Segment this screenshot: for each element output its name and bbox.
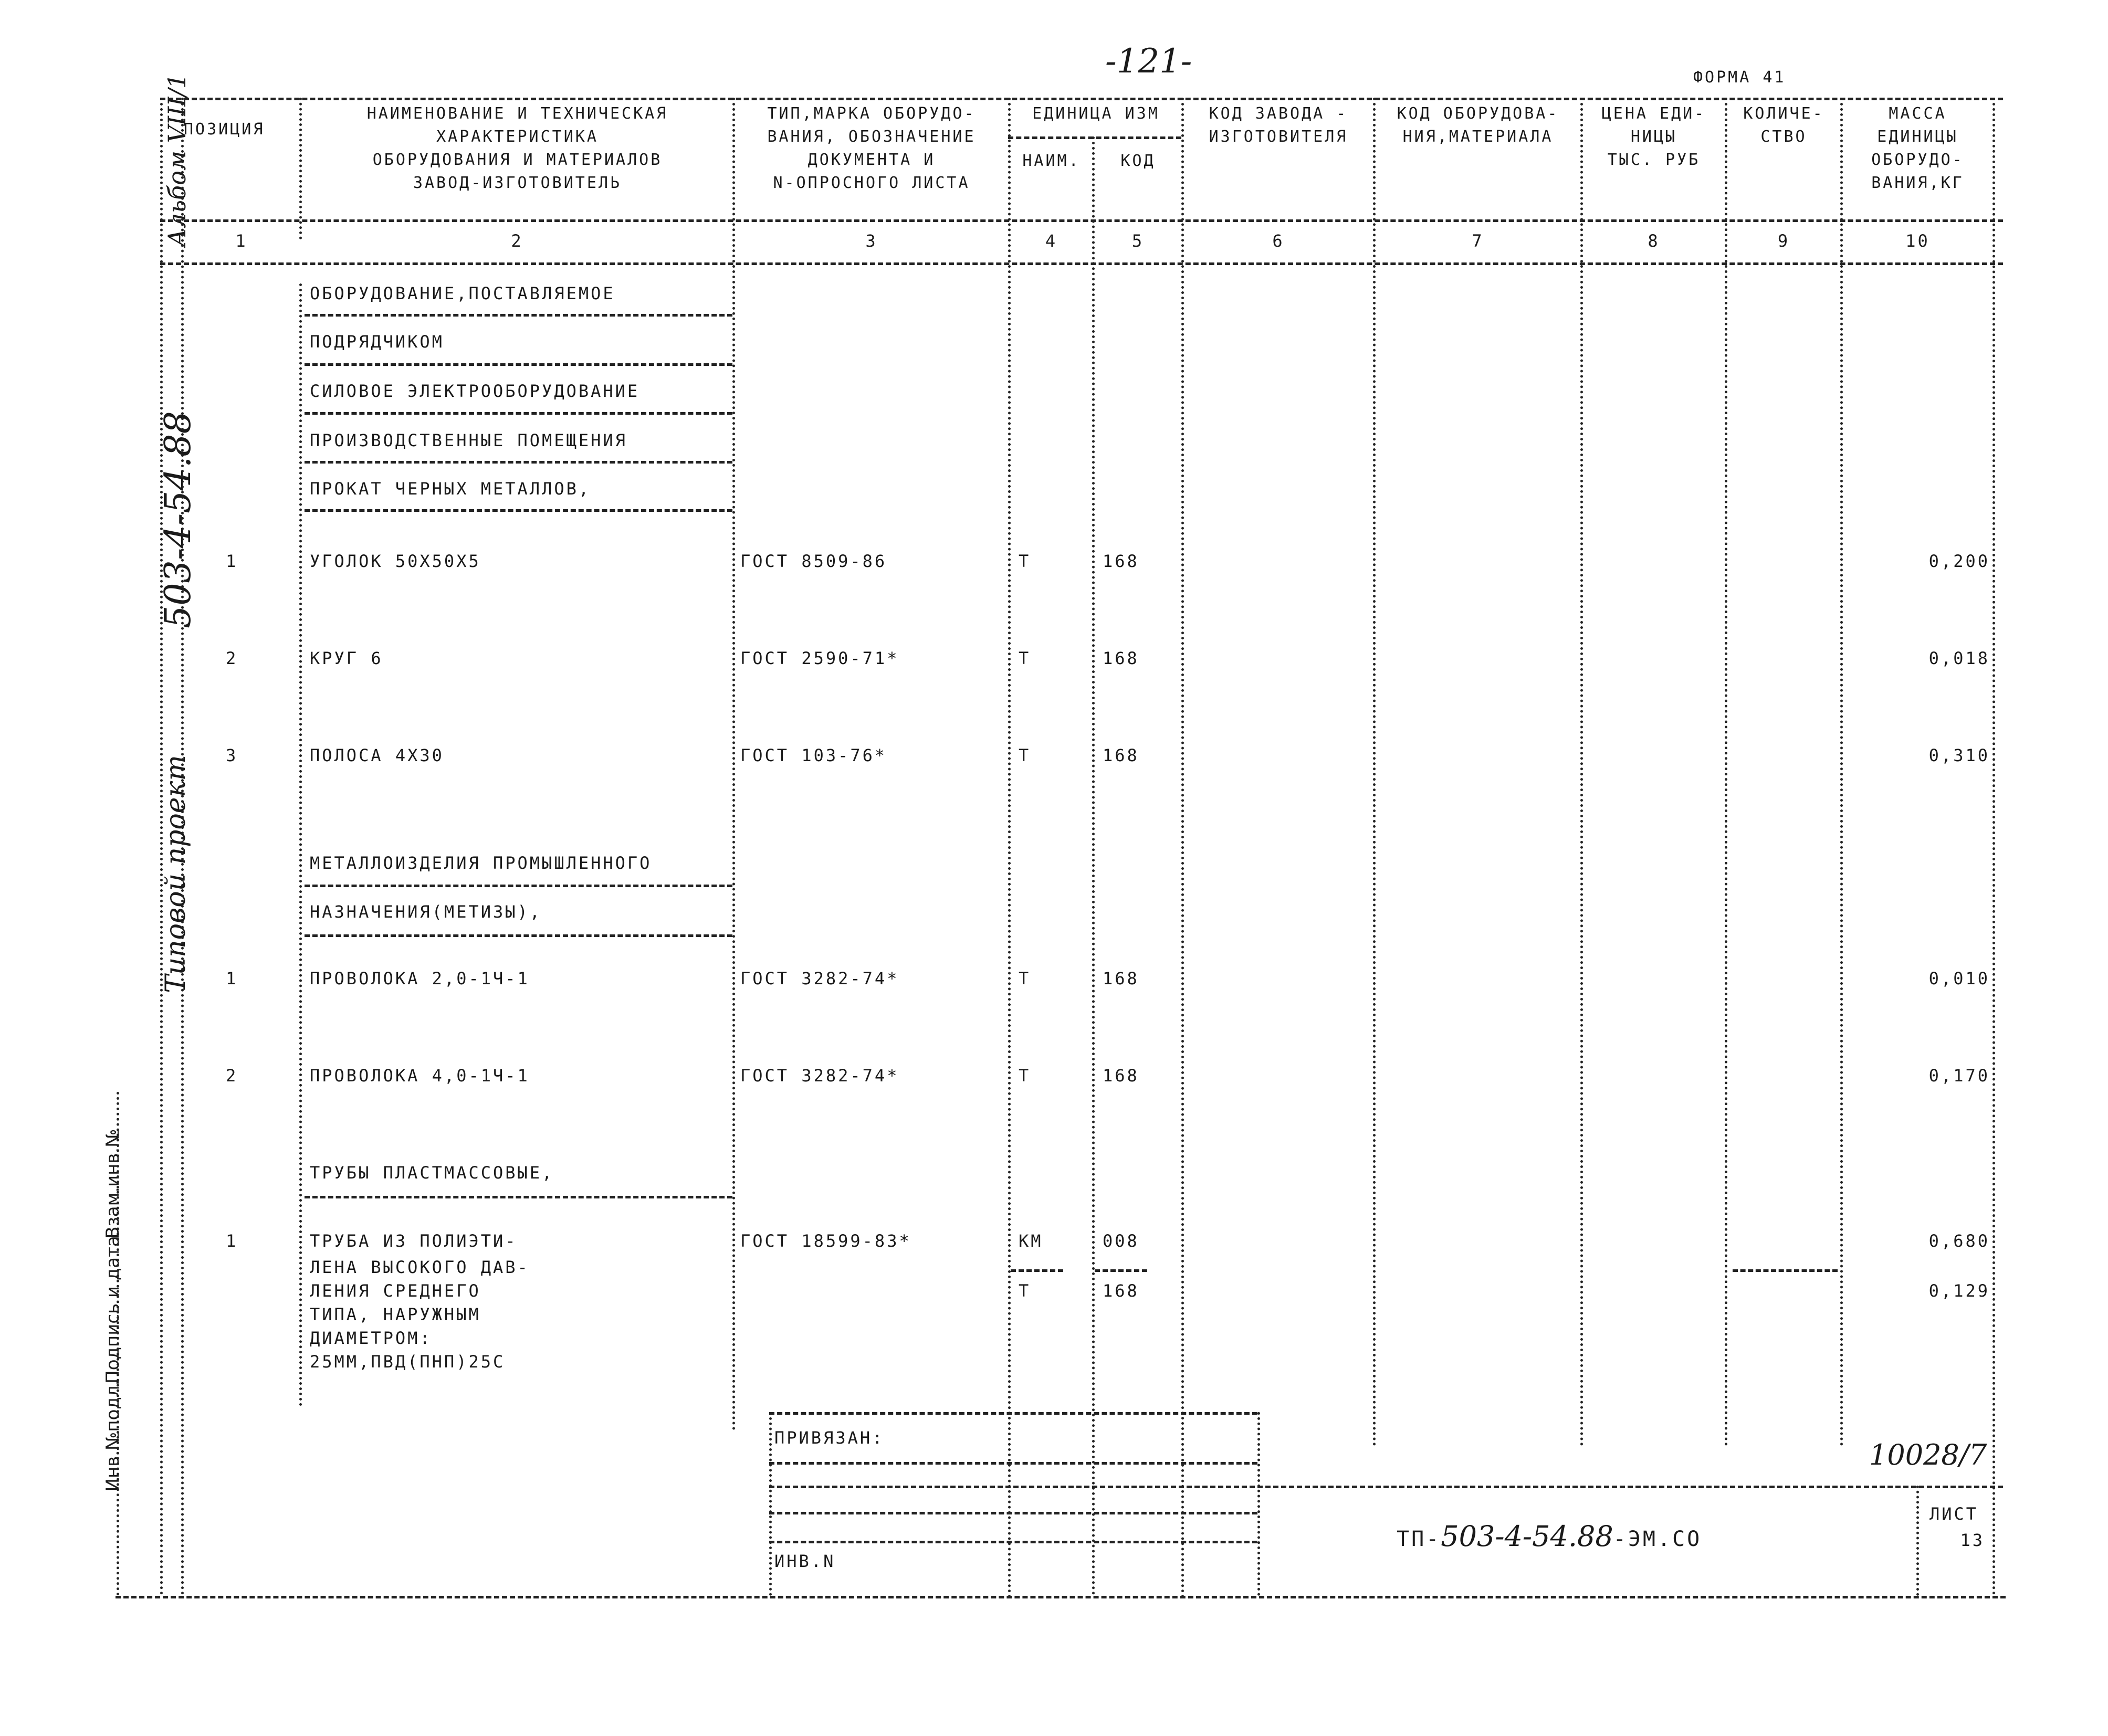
sheet-number: 13 — [1960, 1530, 1985, 1550]
col-line-1 — [299, 98, 302, 239]
row-code: 168 — [1103, 969, 1139, 988]
header-price: ЦЕНА ЕДИ- НИЦЫ ТЫС. РУБ — [1601, 104, 1706, 169]
row-doc: ГОСТ 2590-71* — [740, 648, 899, 668]
album-label: Альбом VIII/1 — [163, 73, 191, 247]
row-doc: ГОСТ 103-76* — [740, 745, 887, 765]
sheet-label: ЛИСТ — [1929, 1504, 1979, 1524]
unit-split-line — [1011, 1269, 1063, 1272]
colnum-3: 3 — [865, 231, 878, 251]
col-line-10 — [1992, 98, 1995, 1596]
col-line-6 — [1373, 98, 1376, 1447]
stamp-box-signature: Подпись и дата — [102, 1236, 123, 1384]
row-name: ОБОРУДОВАНИЕ,ПОСТАВЛЯЕМОЕ — [310, 283, 615, 303]
row-unit: Т — [1019, 648, 1031, 668]
footer-line-2 — [769, 1462, 1257, 1465]
row-name: ТРУБА ИЗ ПОЛИЭТИ- — [310, 1231, 518, 1251]
row-unit: Т — [1019, 551, 1031, 571]
stamp-box-replace: Взам.инв.№ — [102, 1129, 123, 1239]
document-code-suffix: -ЭМ.СО — [1613, 1527, 1702, 1551]
stamp-col-line-b — [160, 98, 163, 1596]
row-name: ПРОВОЛОКА 2,0-1Ч-1 — [310, 969, 530, 988]
header-name: НАИМЕНОВАНИЕ И ТЕХНИЧЕСКАЯ ХАРАКТЕРИСТИКА ОБОРУДОВАНИЯ И МАТЕРИАЛОВ ЗАВОД-ИЗГОТОВИТЕЛЬ — [366, 104, 668, 192]
col-line-8 — [1725, 98, 1727, 1447]
section-line-5 — [305, 509, 732, 512]
footer-vline-1 — [769, 1412, 772, 1596]
row-pos: 2 — [226, 1066, 238, 1086]
header-quantity: КОЛИЧЕ- СТВО — [1743, 104, 1824, 146]
stamp-box-inv: Инв.№подл. — [102, 1380, 123, 1492]
section-line-8 — [305, 1196, 732, 1198]
row-doc: ГОСТ 3282-74* — [740, 969, 899, 988]
row-pos: 1 — [226, 551, 238, 571]
section-line-6 — [305, 885, 732, 887]
colnum-7: 7 — [1472, 231, 1484, 251]
row-code: 168 — [1103, 1281, 1139, 1301]
header-unit-code: КОД — [1120, 152, 1156, 170]
row-pos: 1 — [226, 969, 238, 988]
row-name: ТИПА, НАРУЖНЫМ — [310, 1304, 481, 1324]
row-code: 168 — [1103, 551, 1139, 571]
colnum-8: 8 — [1648, 231, 1660, 251]
header-unit-group: ЕДИНИЦА ИЗМ — [1032, 104, 1160, 123]
colnum-6: 6 — [1272, 231, 1285, 251]
stamp-col-line-a — [117, 1092, 119, 1596]
colnum-4: 4 — [1045, 231, 1058, 251]
row-name: ПРОВОЛОКА 4,0-1Ч-1 — [310, 1066, 530, 1086]
row-unit: КМ — [1019, 1231, 1043, 1251]
code-split-line — [1095, 1269, 1147, 1272]
stamp-col-line-c — [181, 98, 184, 1596]
footer-line-5 — [769, 1541, 1257, 1543]
row-mass: 0,010 — [1928, 969, 1990, 988]
inv-label: ИНВ.N — [774, 1551, 836, 1571]
row-pos: 2 — [226, 648, 238, 668]
section-line-4 — [305, 461, 732, 464]
linked-label: ПРИВЯЗАН: — [774, 1428, 885, 1448]
row-name: ЛЕНИЯ СРЕДНЕГО — [310, 1281, 481, 1301]
row-mass: 0,200 — [1928, 551, 1990, 571]
section-line-1 — [305, 314, 732, 317]
row-name: ДИАМЕТРОМ: — [310, 1328, 432, 1348]
row-unit: Т — [1019, 1281, 1031, 1301]
col-line-2 — [732, 98, 735, 1431]
row-doc: ГОСТ 8509-86 — [740, 551, 887, 571]
header-unit-name: НАИМ. — [1022, 152, 1081, 170]
row-mass: 0,018 — [1928, 648, 1990, 668]
archive-number: 10028/7 — [1869, 1438, 1987, 1471]
footer-line-3 — [769, 1486, 2003, 1488]
row-unit: Т — [1019, 969, 1031, 988]
row-name: МЕТАЛЛОИЗДЕЛИЯ ПРОМЫШЛЕННОГО — [310, 853, 652, 873]
row-doc: ГОСТ 3282-74* — [740, 1066, 899, 1086]
colnum-9: 9 — [1777, 231, 1790, 251]
document-code-prefix: ТП- — [1397, 1527, 1441, 1551]
row-code: 168 — [1103, 1066, 1139, 1086]
document-code-hand: 503-4-54.88 — [1441, 1520, 1613, 1553]
col-line-7 — [1580, 98, 1583, 1447]
row-code: 168 — [1103, 648, 1139, 668]
row-pos: 1 — [226, 1231, 238, 1251]
row-name: ПОЛОСА 4Х30 — [310, 745, 444, 765]
row-code: 008 — [1103, 1231, 1139, 1251]
row-mass: 0,310 — [1928, 745, 1990, 765]
section-line-2 — [305, 363, 732, 366]
footer-vline-3 — [1916, 1486, 1919, 1596]
row-name: ЛЕНА ВЫСОКОГО ДАВ- — [310, 1257, 530, 1277]
row-name: ПРОИЗВОДСТВЕННЫЕ ПОМЕЩЕНИЯ — [310, 430, 627, 450]
col-line-5 — [1181, 98, 1184, 1599]
form-label: ФОРМА 41 — [1693, 68, 1786, 87]
header-equipment-code: КОД ОБОРУДОВА- НИЯ,МАТЕРИАЛА — [1397, 104, 1559, 146]
col-line-4 — [1092, 136, 1095, 1596]
row-name: ТРУБЫ ПЛАСТМАССОВЫЕ, — [310, 1163, 554, 1183]
row-mass: 0,170 — [1928, 1066, 1990, 1086]
row-name: ПРОКАТ ЧЕРНЫХ МЕТАЛЛОВ, — [310, 479, 591, 499]
footer-line-1 — [769, 1412, 1257, 1415]
colnum-5: 5 — [1131, 231, 1145, 251]
section-line-3 — [305, 412, 732, 415]
row-name: ПОДРЯДЧИКОМ — [310, 332, 444, 352]
document-code — [1397, 1520, 1702, 1553]
header-pos: ПОЗИЦИЯ — [184, 120, 265, 139]
header-plant-code: КОД ЗАВОДА - ИЗГОТОВИТЕЛЯ — [1209, 104, 1348, 146]
project-code: 503-4-54.88 — [158, 411, 199, 628]
mass-split-line — [1733, 1269, 1838, 1272]
page-number: -121- — [1105, 42, 1192, 81]
unit-group-line — [1008, 136, 1181, 139]
row-code: 168 — [1103, 745, 1139, 765]
row-name: 25ММ,ПВД(ПНП)25С — [310, 1352, 506, 1372]
header-mass: МАССА ЕДИНИЦЫ ОБОРУДО- ВАНИЯ,КГ — [1871, 104, 1964, 192]
row-doc: ГОСТ 18599-83* — [740, 1231, 911, 1251]
row-name: СИЛОВОЕ ЭЛЕКТРООБОРУДОВАНИЕ — [310, 381, 640, 401]
colnum-10: 10 — [1905, 231, 1930, 251]
col-line-3 — [1008, 98, 1011, 1599]
project-label: Типовой проект — [160, 755, 192, 993]
footer-vline-2 — [1257, 1412, 1260, 1596]
row-unit: Т — [1019, 745, 1031, 765]
colnum-2: 2 — [511, 231, 523, 251]
row-mass: 0,129 — [1928, 1281, 1990, 1301]
col-line-1b — [299, 283, 302, 1407]
row-pos: 3 — [226, 745, 238, 765]
footer-line-4 — [769, 1512, 1257, 1514]
row-name: НАЗНАЧЕНИЯ(МЕТИЗЫ), — [310, 902, 542, 922]
section-line-7 — [305, 934, 732, 937]
colnum-1: 1 — [235, 231, 248, 251]
header-doc: ТИП,МАРКА ОБОРУДО- ВАНИЯ, ОБОЗНАЧЕНИЕ ДОКУМЕНТА И N-ОПРОСНОГО ЛИСТА — [767, 104, 976, 192]
row-name: УГОЛОК 50Х50Х5 — [310, 551, 481, 571]
row-unit: Т — [1019, 1066, 1031, 1086]
row-mass: 0,680 — [1928, 1231, 1990, 1251]
row-name: КРУГ 6 — [310, 648, 383, 668]
table-bottom-line — [116, 1596, 2006, 1598]
